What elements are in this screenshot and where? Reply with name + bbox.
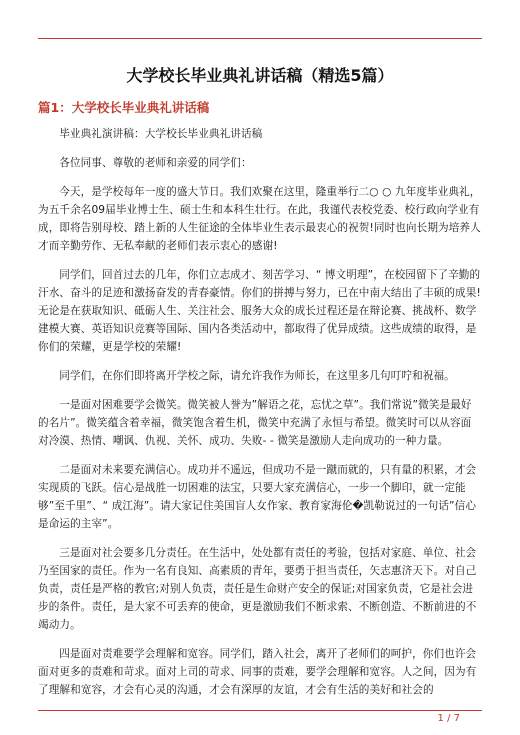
paragraph: 今天，是学校每年一度的盛大节日。我们欢聚在这里，隆重举行二○ ○ 九年度毕业典礼，为五千余名09届毕业博士生、硕士生和本科生壮行。在此，我谨代表校党委、校行政向学业有成，即将告别母校、踏上新的人生征途的全体毕业生表示最衷心的祝贺!同时也向长期为培养人才而辛勤劳作、无私奉献的老师们表示衷心的感谢!	[38, 186, 481, 252]
document-body	[38, 125, 482, 710]
paragraph: 同学们，在你们即将离开学校之际，请允许我作为师长，在这里多几句叮咛和祝福。	[59, 370, 455, 382]
bottom-rule	[38, 710, 482, 711]
paragraph: 三是面对社会要多几分责任。在生活中，处处都有责任的考验，包括对家庭、单位、社会乃至国家的责任。作为一名有良知、高素质的青年，要勇于担当责任，矢志惠济天下。对自己负责，责任是严格的教官;对别人负责，责任是生命财产安全的保证;对国家负责，它是社会进步的条件。责任，是大家不可丢弃的使命，更是激励我们不断求索、不断创造、不断前进的不竭动力。	[38, 547, 477, 631]
section-heading: 篇1：大学校长毕业典礼讲话稿	[38, 100, 210, 115]
paragraph: 毕业典礼演讲稿：大学校长毕业典礼讲话稿	[59, 128, 263, 140]
paragraph: 一是面对困难要学会微笑。微笑被人誉为”解语之花，忘忧之草”。我们常说”微笑是最好的名片”。微笑蕴含着幸福，微笑饱含着生机，微笑中充满了永恒与希望。微笑时可以从容面对冷漠、热情、嘲讽、仇视、关怀、成功、失败- - 微笑是激励人走向成功的一种力量。	[38, 399, 472, 447]
paragraph: 各位同事、尊敬的老师和亲爱的同学们：	[59, 157, 252, 169]
paragraph: 二是面对未来要充满信心。成功并不遥远，但成功不是一蹴而就的，只有量的积累，才会实现质的飞跃。信心是战胜一切困难的法宝，只要大家充满信心，一步一个脚印，就一定能够”至千里”、“ 成江海”。请大家记住美国盲人女作家、教育家海伦�凯勒说过的一句话”信心是命运的主宰”。	[38, 464, 477, 530]
document-title: 大学校长毕业典礼讲话稿（精选5篇）	[126, 66, 394, 85]
top-rule	[38, 38, 482, 39]
paragraph: 四是面对责难要学会理解和宽容。同学们，踏入社会，离开了老师们的呵护，你们也许会面对更多的责难和苛求。面对上司的苛求、同事的责难，要学会理解和宽容。人之间，因为有了理解和宽容，才会有心灵的沟通，才会有深厚的友谊，才会有生活的美好和社会的	[38, 648, 477, 696]
page-indicator: 1 / 7	[437, 713, 460, 724]
paragraph: 同学们，回首过去的几年，你们立志成才、刻苦学习、“ 博文明理”，在校园留下了辛勤的汗水、奋斗的足迹和激扬奋发的青春豪情。你们的拼搏与努力，已在中南大结出了丰硕的成果!无论是在获取知识、砥砺人生、关注社会、服务大众的成长过程还是在辩论赛、挑战杯、数学建模大赛、英语知识竞赛等国际、国内各类活动中，都取得了优异成绩。这些成绩的取得，是你们的荣耀，更是学校的荣耀!	[38, 269, 481, 353]
